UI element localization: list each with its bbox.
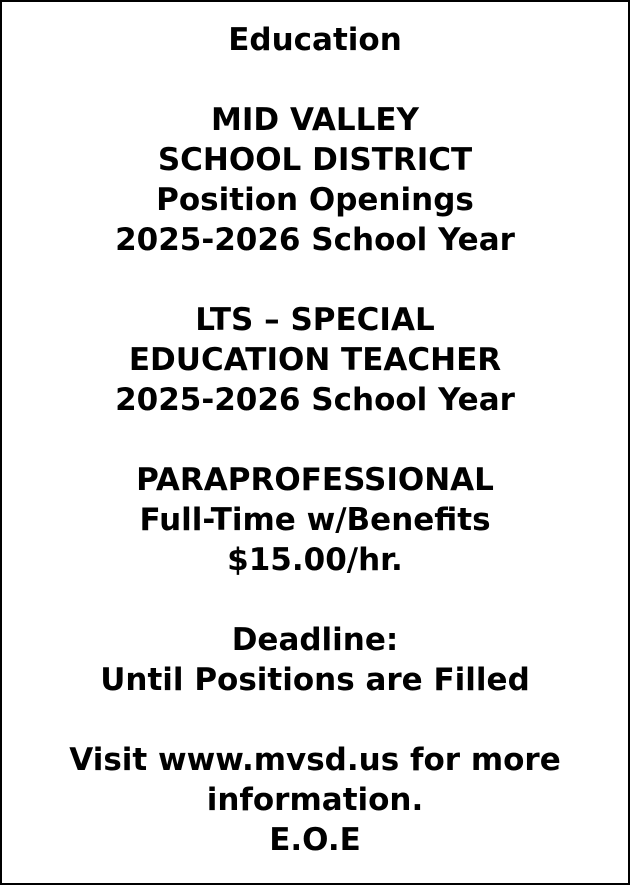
position-1-school-year: 2025-2026 School Year bbox=[115, 382, 515, 418]
position-2-title: PARAPROFESSIONAL bbox=[136, 462, 494, 498]
position-2-benefits: Full-Time w/Benefits bbox=[139, 502, 491, 538]
eoe-notice: E.O.E bbox=[269, 822, 361, 858]
ad-heading: Education bbox=[228, 22, 402, 58]
district-school-year: 2025-2026 School Year bbox=[115, 222, 515, 258]
website-line-1: Visit www.mvsd.us for more bbox=[69, 742, 561, 778]
district-name-line-1: MID VALLEY bbox=[211, 102, 419, 138]
deadline-label: Deadline: bbox=[231, 622, 399, 658]
website-line-2: information. bbox=[206, 782, 424, 818]
position-1-title-line-2: EDUCATION TEACHER bbox=[128, 342, 502, 378]
deadline-value: Until Positions are Filled bbox=[100, 662, 530, 698]
position-1-title-line-1: LTS – SPECIAL bbox=[195, 302, 435, 338]
district-subtitle: Position Openings bbox=[156, 182, 474, 218]
district-name-line-2: SCHOOL DISTRICT bbox=[157, 142, 473, 178]
position-2-pay-rate: $15.00/hr. bbox=[227, 542, 403, 578]
